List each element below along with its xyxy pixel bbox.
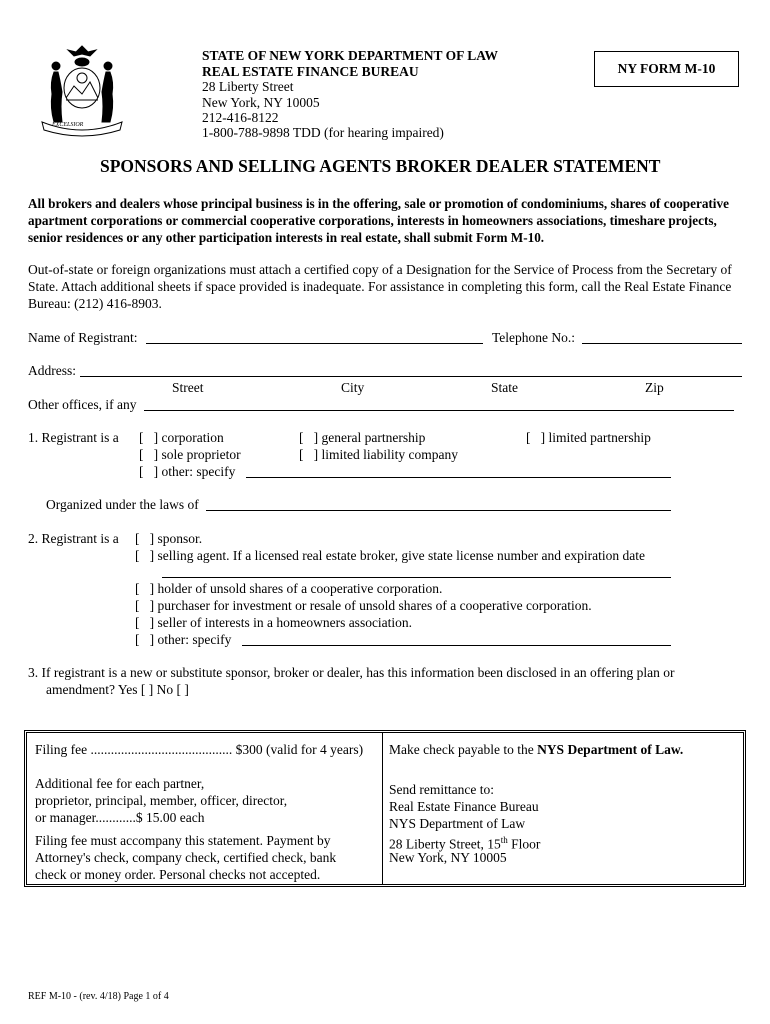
remit-line-3: NYS Department of Law — [389, 816, 526, 831]
payment-line-2: Attorney's check, company check, certified check, bank — [35, 850, 337, 865]
additional-fee-line-3: or manager............$ 15.00 each — [35, 810, 205, 825]
q2-license-field[interactable] — [162, 565, 671, 578]
q1-option-label: sole proprietor — [161, 447, 241, 462]
q2-option-purchaser[interactable]: [ ] purchaser for investment or resale of unsold shares of a cooperative corporation. — [135, 598, 592, 613]
remit-street: 28 Liberty Street, 15 — [389, 836, 501, 852]
fee-table — [24, 730, 746, 887]
remit-floor: Floor — [507, 836, 541, 852]
q1-label: 1. Registrant is a — [28, 430, 119, 445]
header-city: New York, NY 10005 — [202, 95, 320, 110]
q2-label: 2. Registrant is a — [28, 531, 119, 546]
bureau-name: REAL ESTATE FINANCE BUREAU — [202, 64, 419, 79]
intro-bold-paragraph: All brokers and dealers whose principal business is in the offering, sale or promotion of condominiums, shares of cooperative apartment corporations or commercial cooperative corporations, interests in homeowners associations, timeshare projects, senior residences or any other participation interests in real estate, shall submit Form M-10. — [28, 196, 729, 245]
q1-option-label: general partnership — [321, 430, 426, 445]
header-tdd: 1-800-788-9898 TDD (for hearing impaired) — [202, 125, 444, 140]
address-zip-caption: Zip — [645, 380, 664, 395]
q2-option-seller[interactable]: [ ] seller of interests in a homeowners association. — [135, 615, 413, 630]
form-id-box: NY FORM M-10 — [594, 51, 739, 87]
payable-payee: NYS Department of Law. — [537, 742, 684, 757]
q2-option-other[interactable]: [ ] other: specify — [135, 632, 232, 647]
header-street: 28 Liberty Street — [202, 79, 294, 94]
remit-line-2: Real Estate Finance Bureau — [389, 799, 539, 814]
q2-option-label: holder of unsold shares of a cooperative corporation. — [157, 581, 443, 596]
header-phone: 212-416-8122 — [202, 110, 279, 125]
q1-option-label: limited partnership — [548, 430, 651, 445]
q2-option-label: purchaser for investment or resale of unsold shares of a cooperative corporation. — [157, 598, 592, 613]
payable-to-text — [389, 741, 683, 758]
payment-line-1: Filing fee must accompany this statement. Payment by — [35, 833, 331, 848]
q1-option-general-partnership[interactable]: [ ] general partnership — [299, 430, 426, 445]
q3-question: 3. If registrant is a new or substitute sponsor, broker or dealer, has this information been disclosed in an offering plan or — [28, 665, 675, 680]
other-offices-field[interactable] — [144, 398, 734, 411]
seal-motto: EXCELSIOR — [52, 122, 84, 128]
page-title: SPONSORS AND SELLING AGENTS BROKER DEALER STATEMENT — [100, 156, 661, 176]
intro-paragraph: Out-of-state or foreign organizations must attach a certified copy of a Designation for the Service of Process from the Secretary of State. Attach additional sheets if space provided is inadequate. For assistance in completing this form, call the Real Estate Finance Bureau: (212) 416-8903. — [28, 262, 732, 311]
payment-line-3: check or money order. Personal checks not accepted. — [35, 867, 321, 882]
address-field[interactable] — [80, 364, 742, 377]
filing-fee-text: Filing fee .......................................... $300 (valid for 4 years) — [35, 742, 364, 757]
q1-option-label: limited liability company — [321, 447, 458, 462]
payable-prefix: Make check payable to the — [389, 742, 538, 757]
q2-option-label: other: specify — [157, 632, 232, 647]
telephone-label: Telephone No.: — [492, 330, 576, 345]
q2-option-holder[interactable]: [ ] holder of unsold shares of a cooperative corporation. — [135, 581, 443, 596]
q2-option-sponsor[interactable]: [ ] sponsor. — [135, 531, 203, 546]
q1-option-label: corporation — [161, 430, 224, 445]
page-footer: REF M-10 - (rev. 4/18) Page 1 of 4 — [28, 991, 169, 1002]
q1-option-other[interactable]: [ ] other: specify — [139, 464, 236, 479]
organized-under-label: Organized under the laws of — [46, 497, 199, 512]
address-city-caption: City — [341, 380, 365, 395]
other-offices-label: Other offices, if any — [28, 397, 137, 412]
additional-fee-line-1: Additional fee for each partner, — [35, 776, 205, 791]
organized-under-field[interactable] — [206, 498, 671, 511]
q1-option-sole-proprietor[interactable]: [ ] sole proprietor — [139, 447, 241, 462]
department-name: STATE OF NEW YORK DEPARTMENT OF LAW — [202, 48, 499, 63]
fee-table-divider — [382, 733, 383, 884]
q1-option-corporation[interactable]: [ ] corporation — [139, 430, 224, 445]
address-label: Address: — [28, 363, 76, 378]
remit-floor-suffix: th — [500, 835, 508, 845]
q2-option-label: sponsor. — [157, 531, 203, 546]
address-street-caption: Street — [172, 380, 204, 395]
remit-line-1: Send remittance to: — [389, 782, 494, 797]
telephone-field[interactable] — [582, 331, 742, 344]
q2-other-specify-field[interactable] — [242, 633, 671, 646]
q3-yes-no[interactable]: amendment? Yes [ ] No [ ] — [46, 682, 189, 697]
q1-other-specify-field[interactable] — [246, 465, 671, 478]
remit-line-5: New York, NY 10005 — [389, 850, 507, 865]
q1-option-limited-partnership[interactable]: [ ] limited partnership — [526, 430, 651, 445]
q2-option-label: selling agent. If a licensed real estate broker, give state license number and expiration date — [157, 548, 646, 563]
address-state-caption: State — [491, 380, 518, 395]
q2-option-label: seller of interests in a homeowners association. — [157, 615, 413, 630]
registrant-name-label: Name of Registrant: — [28, 330, 138, 345]
q2-option-selling-agent[interactable]: [ ] selling agent. If a licensed real estate broker, give state license number and expiration date — [135, 548, 646, 563]
q1-option-label: other: specify — [161, 464, 236, 479]
additional-fee-line-2: proprietor, principal, member, officer, director, — [35, 793, 288, 808]
registrant-name-field[interactable] — [146, 331, 483, 344]
q1-option-llc[interactable]: [ ] limited liability company — [299, 447, 458, 462]
